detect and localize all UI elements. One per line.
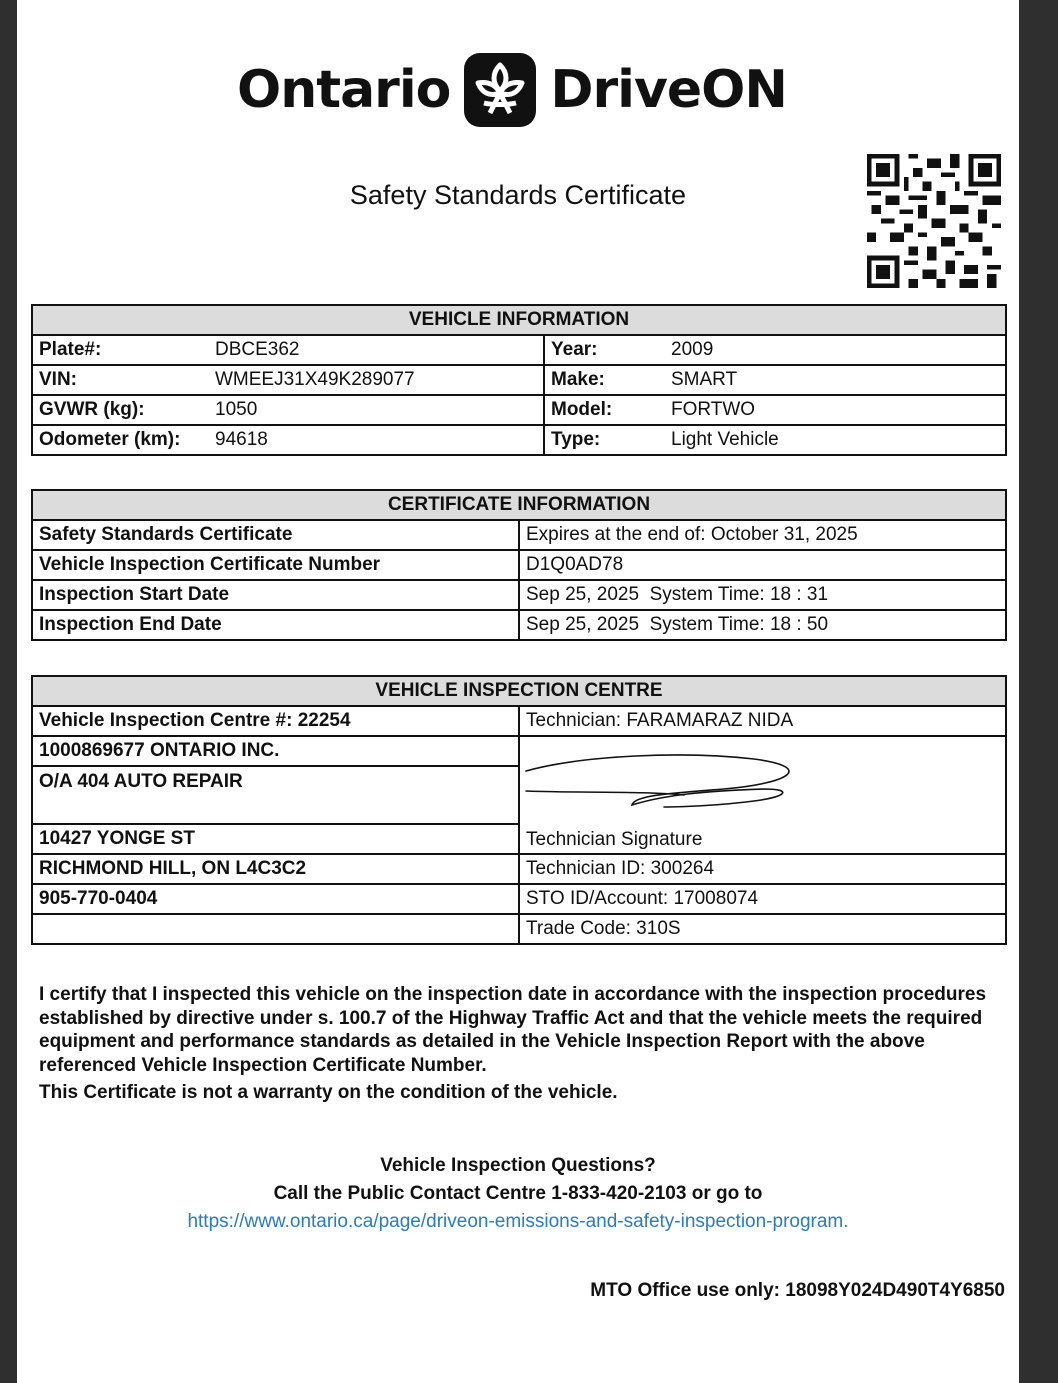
technician-id: Technician ID: 300264 xyxy=(519,854,1006,884)
vehicle-information-header: VEHICLE INFORMATION xyxy=(32,305,1006,335)
centre-number: Vehicle Inspection Centre #: 22254 xyxy=(32,706,519,736)
certificate-expiry-value: Expires at the end of: October 31, 2025 xyxy=(519,520,1006,550)
table-row xyxy=(32,884,1006,914)
make-value: SMART xyxy=(671,369,738,390)
certification-statement: I certify that I inspected this vehicle on the inspection date in accordance with the inspection procedures established by directive under s. 100.7 of the Highway Traffic Act and that the vehicle meets the required equipment and performance standards as detailed in the Vehicle Inspection Report with the above referenced Vehicle Inspection Certificate Number. xyxy=(39,984,987,1076)
empty-cell xyxy=(32,914,519,944)
viewer-left-border xyxy=(0,0,17,1383)
certificate-information-header: CERTIFICATE INFORMATION xyxy=(32,490,1006,520)
ontario-trillium-icon xyxy=(464,53,536,127)
gvwr-label: GVWR (kg): xyxy=(39,399,145,420)
program-link[interactable]: https://www.ontario.ca/page/driveon-emissions-and-safety-inspection-program. xyxy=(187,1211,849,1232)
contact-call-line: Call the Public Contact Centre 1-833-420-2103 or go to xyxy=(273,1183,763,1204)
centre-operating-as: O/A 404 AUTO REPAIR xyxy=(32,766,519,824)
table-row xyxy=(32,736,1006,766)
certificate-page xyxy=(17,0,1019,1383)
inspection-end-label: Inspection End Date xyxy=(32,610,519,640)
certificate-type-label: Safety Standards Certificate xyxy=(32,520,519,550)
table-row xyxy=(32,610,1006,640)
centre-company: 1000869677 ONTARIO INC. xyxy=(32,736,519,766)
type-value: Light Vehicle xyxy=(671,429,779,450)
type-label: Type: xyxy=(551,429,601,450)
inspection-centre-header: VEHICLE INSPECTION CENTRE xyxy=(32,676,1006,706)
logo-word-driveon: DriveON xyxy=(550,60,787,120)
technician-signature-image xyxy=(524,745,804,813)
page-title: Safety Standards Certificate xyxy=(349,180,687,210)
mto-office-code: MTO Office use only: 18098Y024D490T4Y6850 xyxy=(590,1280,1005,1301)
table-row xyxy=(32,365,1006,395)
vin-label: VIN: xyxy=(39,369,77,390)
sto-account: STO ID/Account: 17008074 xyxy=(519,884,1006,914)
table-row xyxy=(32,550,1006,580)
signature-label: Technician Signature xyxy=(526,829,703,850)
model-label: Model: xyxy=(551,399,613,420)
qr-code-icon xyxy=(867,154,1001,288)
table-row xyxy=(32,580,1006,610)
vin-value: WMEEJ31X49K289077 xyxy=(215,369,415,390)
logo-word-ontario: Ontario xyxy=(237,60,451,120)
contact-question: Vehicle Inspection Questions? xyxy=(380,1155,656,1176)
table-row xyxy=(32,335,1006,365)
odometer-label: Odometer (km): xyxy=(39,429,181,450)
plate-value: DBCE362 xyxy=(215,339,300,360)
inspection-end-value: Sep 25, 2025 System Time: 18 : 50 xyxy=(519,610,1006,640)
odometer-value: 94618 xyxy=(215,429,268,450)
table-row xyxy=(32,395,1006,425)
signature-cell xyxy=(519,736,1006,854)
technician-name: Technician: FARAMARAZ NIDA xyxy=(519,706,1006,736)
inspection-centre-table xyxy=(31,675,1007,945)
table-row xyxy=(32,706,1006,736)
trade-code: Trade Code: 310S xyxy=(519,914,1006,944)
certificate-information-table xyxy=(31,489,1007,641)
certification-statement-block xyxy=(39,983,999,1105)
vehicle-information-table xyxy=(31,304,1007,456)
table-row xyxy=(32,854,1006,884)
inspection-start-label: Inspection Start Date xyxy=(32,580,519,610)
viewer-right-border xyxy=(1019,0,1058,1383)
centre-street: 10427 YONGE ST xyxy=(32,824,519,854)
table-row xyxy=(32,425,1006,455)
table-row xyxy=(32,520,1006,550)
certificate-number-label: Vehicle Inspection Certificate Number xyxy=(32,550,519,580)
model-value: FORTWO xyxy=(671,399,756,420)
centre-phone: 905-770-0404 xyxy=(32,884,519,914)
inspection-start-value: Sep 25, 2025 System Time: 18 : 31 xyxy=(519,580,1006,610)
warranty-disclaimer: This Certificate is not a warranty on the condition of the vehicle. xyxy=(39,1082,618,1103)
table-row xyxy=(32,914,1006,944)
plate-label: Plate#: xyxy=(39,339,102,360)
centre-city: RICHMOND HILL, ON L4C3C2 xyxy=(32,854,519,884)
year-label: Year: xyxy=(551,339,598,360)
gvwr-value: 1050 xyxy=(215,399,258,420)
make-label: Make: xyxy=(551,369,605,390)
year-value: 2009 xyxy=(671,339,714,360)
ontario-driveon-logo xyxy=(237,50,797,130)
contact-block xyxy=(17,1152,1019,1236)
certificate-number-value: D1Q0AD78 xyxy=(519,550,1006,580)
